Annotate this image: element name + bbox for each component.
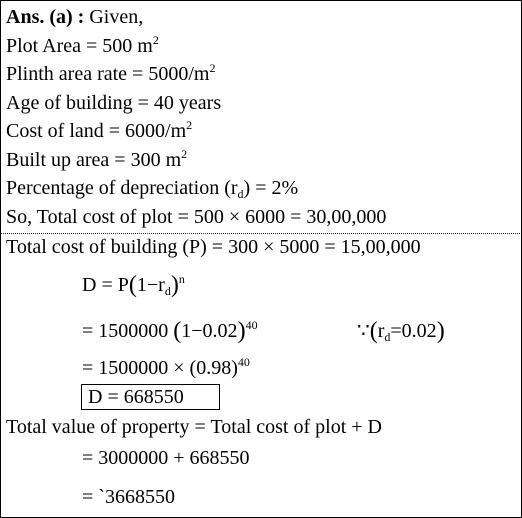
power-step: = $1500000 \times (0.98)^{40}$ <box>82 355 250 379</box>
plot-area-line: Plot Area = 500 $m^2$ <box>6 33 159 57</box>
built-up-area-line: Built up area = 300 $m^2$ <box>6 147 188 171</box>
depreciation-line: Percentage of depreciation $(r_d) = 2\%$ <box>6 177 299 201</box>
section-divider <box>1 233 520 234</box>
total-value-line: Total value of property = Total cost of plot + D <box>6 416 382 438</box>
final-value-line: = `3668550 <box>82 486 175 508</box>
building-age-line: Age of building = 40 years <box>6 92 222 114</box>
building-cost-line: Total cost of building (P) = 300 × 5000 = 15,00,000 <box>6 236 421 258</box>
depreciation-result: D = 668550 <box>88 386 184 408</box>
answer-heading: Ans. (a) : Given, <box>6 6 144 28</box>
sum-line: = 3000000 + 668550 <box>82 447 250 469</box>
because-note: $\because(r_d=0.02)$ <box>357 318 445 344</box>
depreciation-formula: $D = P(1-r_d)^n$ <box>82 272 185 298</box>
land-cost-line: Cost of land = $6000/m^2$ <box>6 118 193 142</box>
substitution-step: = 1500000 $(1-0.02)^{40}$ <box>82 318 258 344</box>
plot-cost-line: So, Total cost of plot = 500 × 6000 = 30,00,000 <box>6 206 387 228</box>
plinth-rate-line: Plinth area rate = $5000/m^2$ <box>6 61 216 85</box>
